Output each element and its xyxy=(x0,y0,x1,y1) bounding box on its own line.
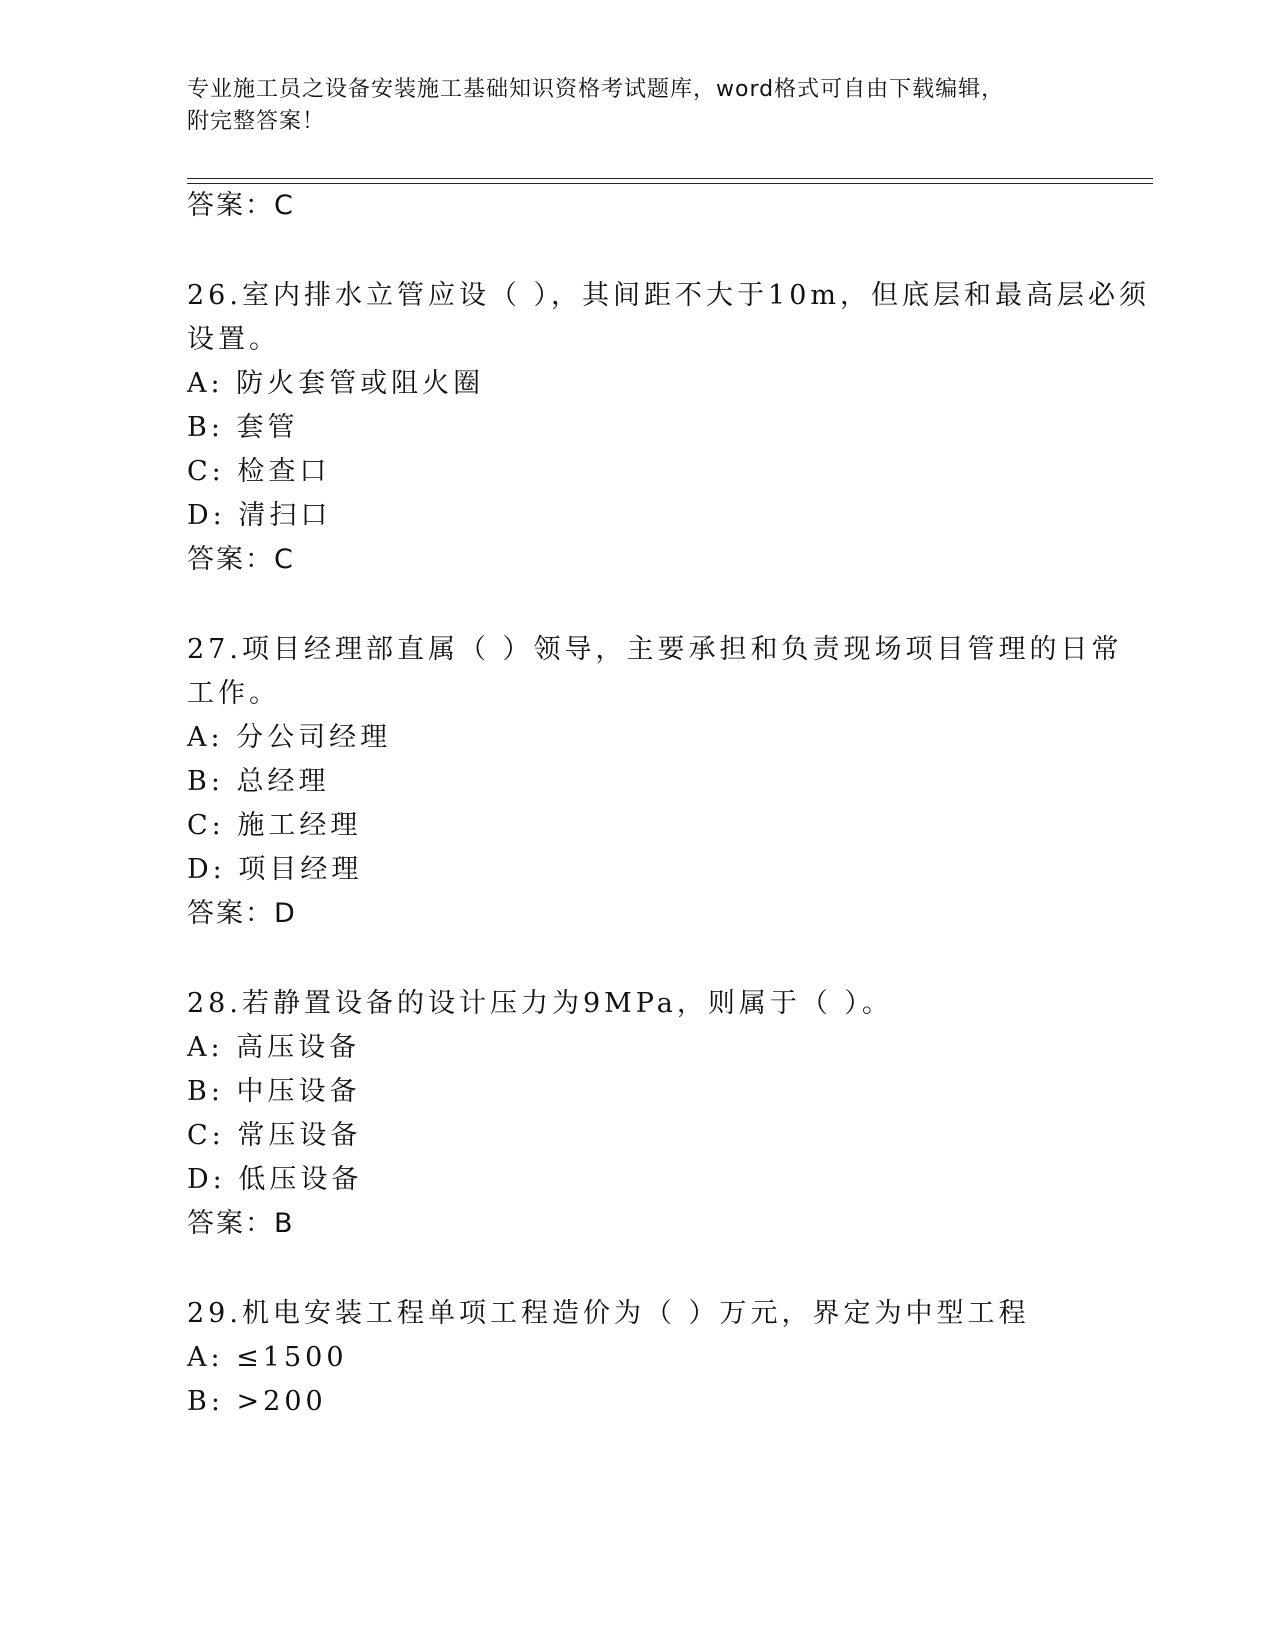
option-d: D: 项目经理 xyxy=(187,854,363,885)
question-stem: 28.若静置设备的设计压力为9MPa，则属于（ ）。 xyxy=(187,988,893,1019)
option-d: D: 低压设备 xyxy=(187,1164,363,1195)
answer-label: 答案：D xyxy=(187,898,297,929)
option-a: A: 高压设备 xyxy=(187,1032,361,1063)
answer-label: 答案：C xyxy=(187,544,295,575)
question-stem-continued: 设置。 xyxy=(187,324,280,355)
answer-label: 答案：C xyxy=(187,190,295,221)
header-divider-top xyxy=(187,178,1153,179)
option-b: B: 中压设备 xyxy=(187,1076,361,1107)
option-b: B: 总经理 xyxy=(187,766,330,797)
option-a: A: 分公司经理 xyxy=(187,722,392,753)
option-d: D: 清扫口 xyxy=(187,500,332,531)
option-c: C: 施工经理 xyxy=(187,810,362,841)
answer-label: 答案：B xyxy=(187,1208,295,1239)
question-stem: 29.机电安装工程单项工程造价为（ ）万元，界定为中型工程 xyxy=(187,1298,1030,1329)
option-c: C: 检查口 xyxy=(187,456,331,487)
option-c: C: 常压设备 xyxy=(187,1120,362,1151)
option-b: B: 套管 xyxy=(187,412,299,443)
question-stem: 26.室内排水立管应设（ ），其间距不大于10m，但底层和最高层必须 xyxy=(187,280,1150,311)
option-b: B: >200 xyxy=(187,1386,327,1417)
question-stem: 27.项目经理部直属（ ）领导，主要承担和负责现场项目管理的日常 xyxy=(187,634,1123,665)
header-divider-bottom xyxy=(187,183,1153,184)
document-header xyxy=(187,74,1087,138)
header-line-2: 附完整答案！ xyxy=(187,109,326,134)
header-line-1: 专业施工员之设备安装施工基础知识资格考试题库，word格式可自由下载编辑， xyxy=(187,77,1005,102)
option-a: A: ≤1500 xyxy=(187,1342,348,1373)
option-a: A: 防火套管或阻火圈 xyxy=(187,368,485,399)
question-stem-continued: 工作。 xyxy=(187,678,280,709)
